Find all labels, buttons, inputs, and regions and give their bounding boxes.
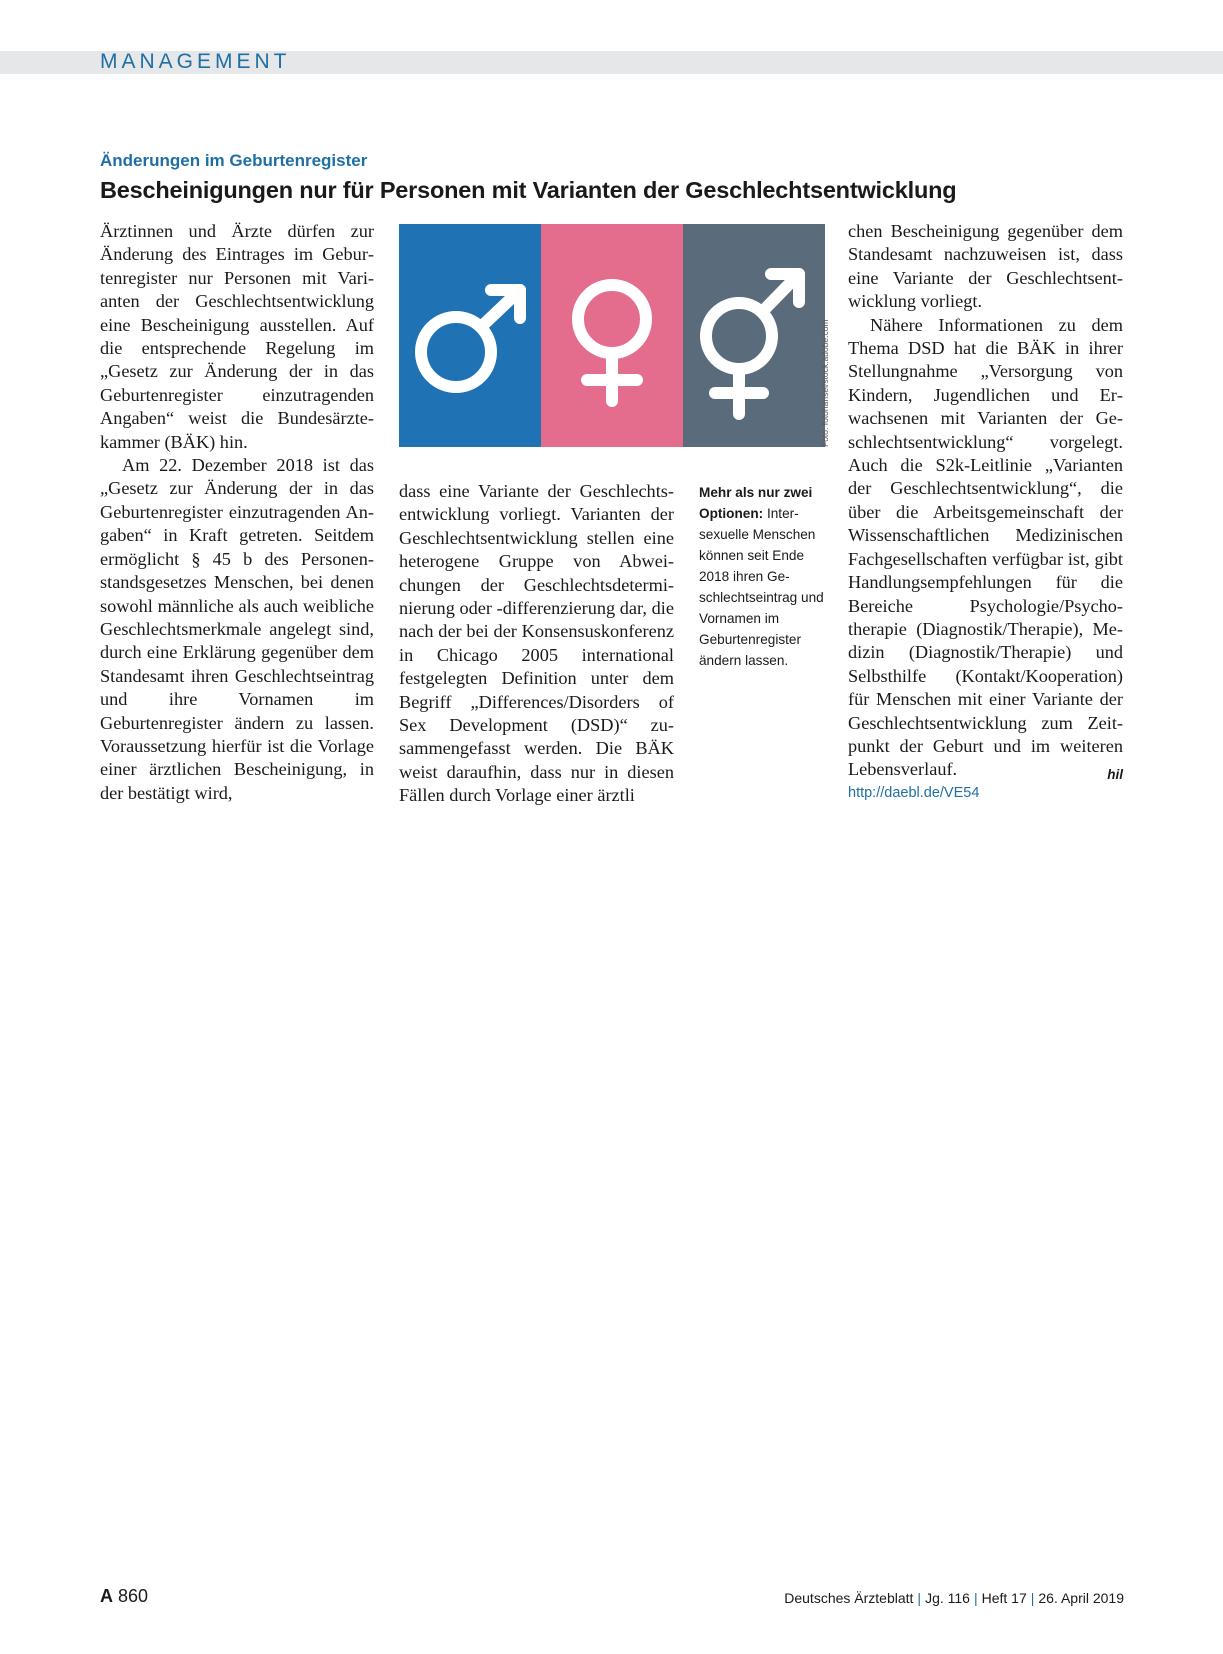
text-column-3 [848, 220, 1123, 804]
caption-text: Intersexuelle Menschen können seit Ende 2018 ihren Geschlechtseintrag und Vornamen im Geburtenregister ändern lassen. [699, 506, 824, 668]
journal-date: 26. April 2019 [1038, 1590, 1124, 1606]
page-number [100, 1585, 148, 1607]
page-prefix: A [100, 1586, 113, 1606]
paragraph: chen Bescheinigung gegenüber dem Standesamt nachzuweisen ist, dass eine Variante der Geschlechtsentwicklung vorliegt. [848, 221, 1123, 312]
divider: | [1030, 1590, 1035, 1606]
article-kicker: Änderungen im Geburtenregister [100, 151, 368, 170]
paragraph [848, 314, 1123, 782]
paragraph: Am 22. Dezember 2018 ist das „Gesetz zur Änderung der in das Geburtenregister einzutragenden Angaben“ in Kraft getreten. Seitdem ermöglicht § 45 b des Personenstandsgesetzes Menschen, bei denen sowohl männliche als auch weibliche Geschlechtsmerkmale angelegt sind, durch eine Erklärung gegenüber dem Standesamt ihren Geschlechtseintrag und ihre Vornamen im Geburtenregister ändern zu lassen. Voraussetzung hierfür ist die Vorlage einer ärztlichen Bescheinigung, in der bestätigt wird, [100, 455, 374, 803]
paragraph-text: Nähere Informationen zu dem Thema DSD hat die BÄK in ihrer Stellungnahme „Versorgung von Kindern, Jugendlichen und Erwachsenen mit Varianten der Geschlechtsentwicklung“ vorgelegt. Auch die S2k-Leitlinie „Varianten der Geschlechtsentwicklung“, die über die Arbeitsgemeinschaft der Wissenschaftlichen Medizinischen Fachgesellschaften verfügbar ist, gibt Handlungsempfehlungen für die Bereiche Psychologie/Psychotherapie (Diagnostik/Therapie), Medizin (Diagnostik/Therapie) und Selbsthilfe (Kontakt/Kooperation) für Menschen mit einer Variante der Geschlechtsentwicklung zum Zeitpunkt der Geburt und im weiteren Lebensverlauf. [848, 314, 1123, 780]
caption-lead: Mehr als nur zwei Optionen: [699, 485, 813, 521]
text-column-1 [100, 220, 374, 805]
section-label: MANAGEMENT [100, 50, 291, 73]
divider: | [973, 1590, 978, 1606]
journal-volume: Jg. 116 [925, 1590, 970, 1606]
figure-caption [699, 482, 829, 671]
text-column-2 [399, 480, 674, 808]
article-headline: Bescheinigungen nur für Personen mit Varianten der Geschlechtsentwicklung [100, 177, 957, 203]
journal-info [784, 1588, 1124, 1608]
paragraph: Ärztinnen und Ärzte dürfen zur Änderung des Eintrages im Geburtenregister nur Personen mit Varianten der Geschlechtsentwicklung eine Bescheinigung ausstellen. Auf die entsprechende Regelung im „Gesetz zur Änderung der in das Geburtenregister einzutragenden Angaben“ weist die Bundesärztekammer (BÄK) hin. [100, 221, 374, 452]
author-signature: hil [1107, 767, 1123, 783]
gender-symbols-image [399, 224, 825, 447]
female-panel [541, 224, 683, 447]
photo-credit: Foto: fotohansel/stock.adobe.com [820, 319, 830, 447]
divider: | [917, 1590, 922, 1606]
page-number-value: 860 [118, 1586, 149, 1606]
gender-symbols-graphic [399, 224, 825, 447]
journal-issue: Heft 17 [981, 1590, 1027, 1606]
journal-name: Deutsches Ärzteblatt [784, 1590, 914, 1606]
article-link[interactable]: http://daebl.de/VE54 [848, 784, 980, 801]
paragraph: dass eine Variante der Geschlechtsentwicklung vorliegt. Varianten der Geschlechtsentwicklung stellen eine heterogene Gruppe von Abweichungen der Geschlechtsdeterminierung oder -differenzierung dar, die nach der bei der Konsensuskonferenz in Chicago 2005 international festgelegten Definition unter dem Begriff „Differences/Disorders of Sex Development (DSD)“ zusammengefasst werden. Die BÄK weist daraufhin, dass nur in diesen Fällen durch Vorlage einer ärztli [399, 481, 674, 806]
